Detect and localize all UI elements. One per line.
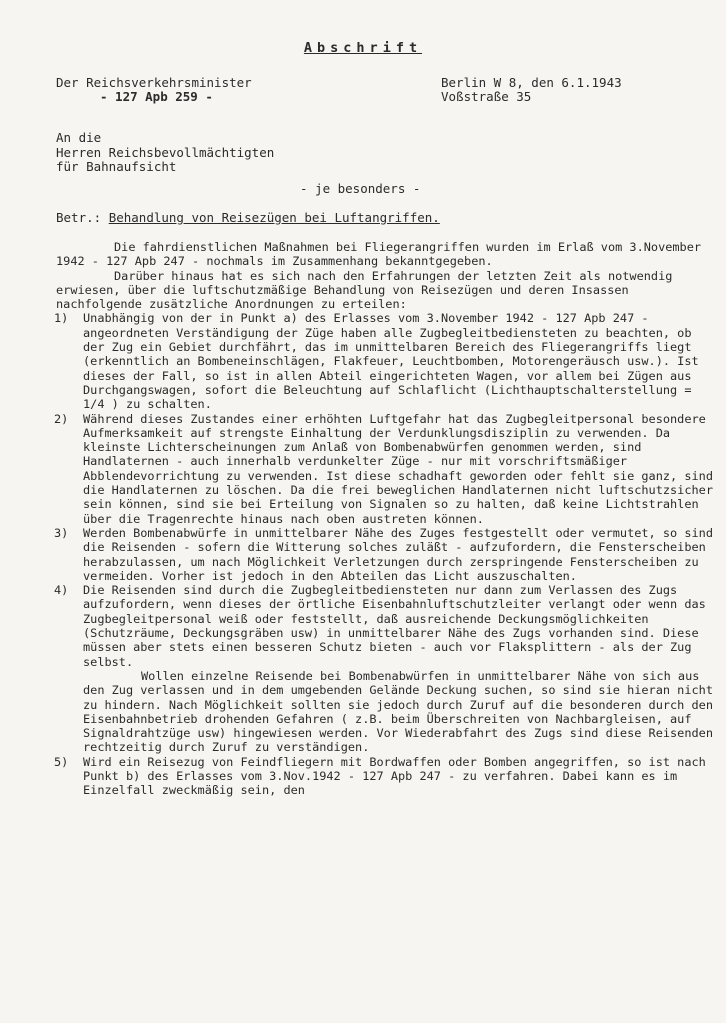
item-text: Die Reisenden sind durch die Zugbegleitbediensteten nur dann zum Verlassen des Zugs aufzufordern, wenn dieses der örtliche Eisenbahnluftschutzleiter verlangt oder wenn das Zugbegleitpersonal weiß oder feststellt, daß ausreichende Deckungsmöglichkeiten (Schutzräume, Deckungsgräben usw) in unmittelbarer Nähe des Zugs vorhanden sind. Diese müssen aber stets einen besseren Schutz bieten - auch vor Flaksplittern - als der Zug selbst.	[83, 583, 706, 669]
item-text: Unabhängig von der in Punkt a) des Erlasses vom 3.November 1942 - 127 Apb 247 - angeordneten Verständigung der Züge haben alle Zugbegleitbediensteten zu beachten, ob der Zug ein Gebiet durchfährt, das im unmittelbaren Bereich des Fliegerangriffs liegt (erkenntlich an Bombeneinschlägen, Flakfeuer, Leuchtbomben, Motorengeräusch usw.). Ist dieses der Fall, so ist in allen Abteil eingerichteten Wagen, vor allem bei Zügen aus Durchgangswagen, sofort die Beleuchtung auf Schlaflicht (Lichthauptschalterstellung = 1/4 ) zu schalten.	[83, 311, 699, 412]
list-item	[56, 311, 716, 411]
intro-paragraph-1: Die fahrdienstlichen Maßnahmen bei Fliegerangriffen wurden im Erlaß vom 3.November 1942 - 127 Apb 247 - nochmals im Zusammenhang bekanntgegeben.	[56, 240, 702, 269]
item-text: Während dieses Zustandes einer erhöhten Luftgefahr hat das Zugbegleitpersonal besondere Aufmerksamkeit auf strengste Einhaltung der Verdunklungsdisziplin zu verwenden. Da kleinste Lichterscheinungen zum Anlaß von Bombenabwürfen genommen werden, sind Handlaternen - auch innerhalb verdunkelter Züge - nur mit vorschriftsmäßiger Abblendevorrichtung zu verwenden. Ist diese schadhaft geworden oder fehlt sie ganz, sind die Handlaternen zu löschen. Da die frei beweglichen Handlaternen nicht luftschutzsicher sein können, sind sie bei Erteilung von Signalen so zu halten, daß keine Lichtstrahlen über die Tragenrechte hinaus nach oben austreten können.	[83, 411, 713, 526]
item-number: 3)	[54, 525, 69, 540]
recipient-note: - je besonders -	[300, 181, 421, 196]
recipient-block	[56, 131, 274, 175]
sender-name: Der Reichsverkehrsminister	[56, 75, 252, 90]
file-number: - 127 Apb 259 -	[100, 89, 213, 104]
document-title: Abschrift	[303, 40, 423, 56]
item-number: 2)	[54, 411, 69, 426]
recipient-line-3: für Bahnaufsicht	[56, 159, 177, 174]
date-block	[441, 76, 622, 104]
list-item	[56, 583, 716, 755]
place-date: Berlin W 8, den 6.1.1943	[441, 75, 622, 90]
recipient-line-1: An die	[56, 130, 102, 145]
letter-body	[56, 240, 716, 798]
list-item	[56, 526, 716, 583]
subject-text: Behandlung von Reisezügen bei Luftangriffen.	[108, 210, 440, 225]
item-text: Wird ein Reisezug von Feindfliegern mit Bordwaffen oder Bomben angegriffen, so ist nach Punkt b) des Erlasses vom 3.Nov.1942 - 127 Apb 247 - zu verfahren. Dabei kann es im Einzelfall zweckmäßig sein, den	[83, 754, 706, 798]
item-number: 4)	[54, 583, 69, 598]
subject-label: Betr.:	[56, 210, 102, 225]
item-text-continued: Wollen einzelne Reisende bei Bombenabwürfen in unmittelbarer Nähe von sich aus den Zug verlassen und in dem umgebenden Gelände Deckung suchen, so sind sie hieran nicht zu hindern. Nach Möglichkeit sollten sie jedoch durch Zuruf auf die besonderen durch den Eisenbahnbetrieb drohenden Gefahren ( z.B. beim Überschreiten von Nachbargleisen, auf Signaldrahtzüge usw) hingewiesen werden. Vor Wiederabfahrt des Zugs sind diese Reisenden rechtzeitig durch Zuruf zu verständigen.	[83, 668, 713, 755]
street-address: Voßstraße 35	[441, 89, 532, 104]
intro-paragraph-2: Darüber hinaus hat es sich nach den Erfahrungen der letzten Zeit als notwendig erwiesen, über die luftschutzmäßige Behandlung von Reisezügen und deren Insassen nachfolgende zusätzliche Anordnungen zu erteilen:	[56, 268, 673, 312]
sender-block	[56, 76, 252, 104]
item-text: Werden Bombenabwürfe in unmittelbarer Nähe des Zuges festgestellt oder vermutet, so sind die Reisenden - sofern die Witterung solches zuläßt - aufzufordern, die Fensterscheiben herabzulassen, um nach Möglichkeit Verletzungen durch zerspringende Fensterscheiben zu vermeiden. Vorher ist jedoch in den Abteilen das Licht auszuschalten.	[83, 525, 713, 583]
item-number: 5)	[54, 754, 69, 769]
list-item	[56, 412, 716, 526]
list-item	[56, 755, 716, 798]
item-number: 1)	[54, 311, 69, 326]
recipient-line-2: Herren Reichsbevollmächtigten	[56, 144, 275, 160]
subject-line	[56, 210, 440, 225]
